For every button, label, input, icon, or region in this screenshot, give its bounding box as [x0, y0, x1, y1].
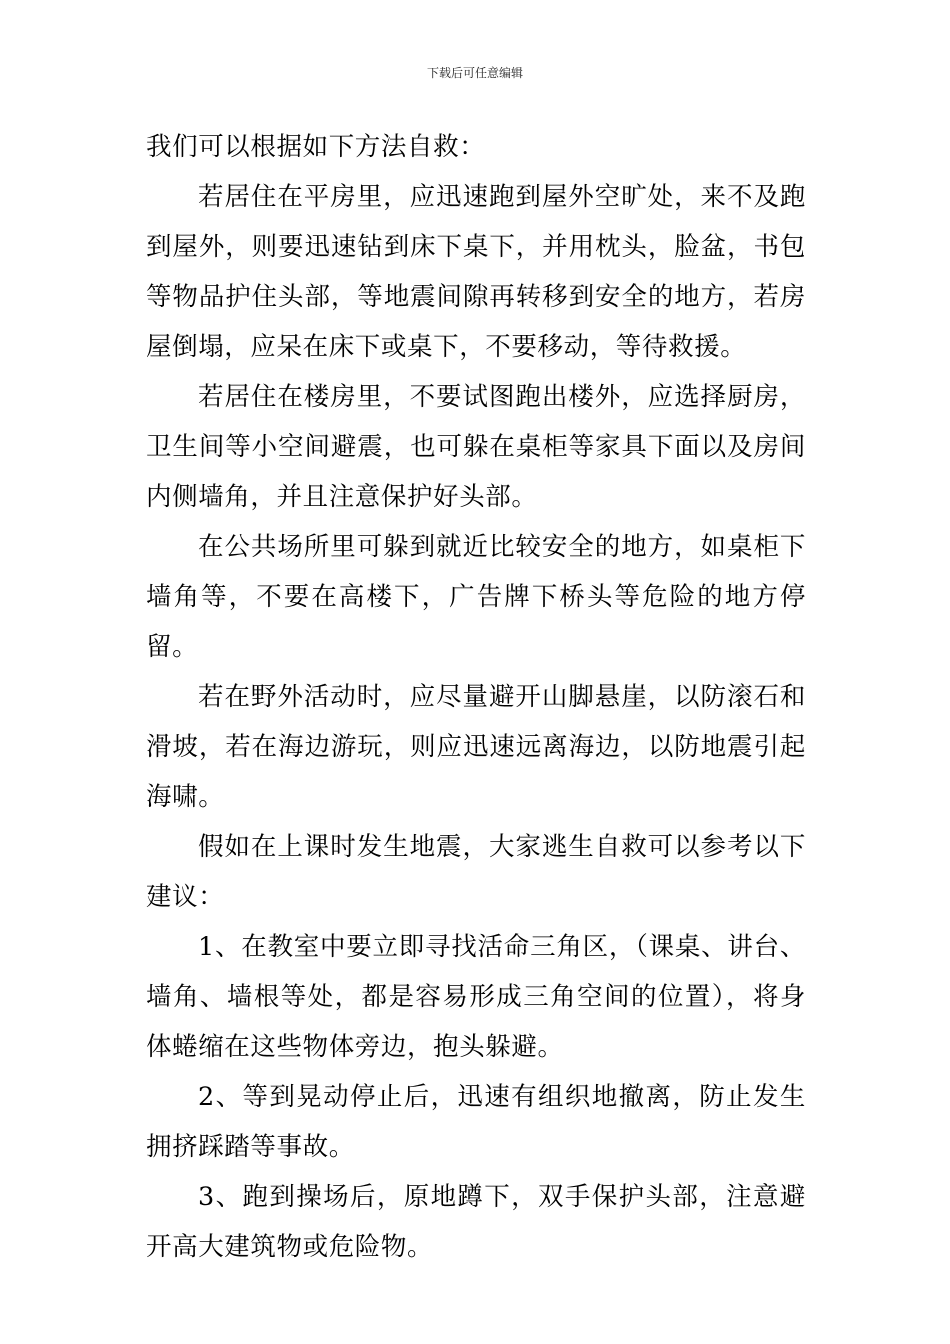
paragraph-intro: 我们可以根据如下方法自救：	[146, 132, 486, 162]
paragraph-building: 若居住在楼房里，不要试图跑出楼外，应选择厨房，卫生间等小空间避震，也可躲在桌柜等家具下面以及房间内侧墙角，并且注意保护好头部。	[146, 382, 806, 512]
document-body	[146, 122, 806, 1272]
paragraph-outdoors: 若在野外活动时，应尽量避开山脚悬崖，以防滚石和滑坡，若在海边游玩，则应迅速远离海边，以防地震引起海啸。	[146, 682, 806, 812]
paragraph-step-3: 3、跑到操场后，原地蹲下，双手保护头部，注意避开高大建筑物或危险物。	[146, 1182, 806, 1262]
paragraph-bungalow: 若居住在平房里，应迅速跑到屋外空旷处，来不及跑到屋外，则要迅速钻到床下桌下，并用枕头，脸盆，书包等物品护住头部，等地震间隙再转移到安全的地方，若房屋倒塌，应呆在床下或桌下，不要移动，等待救援。	[146, 182, 806, 362]
paragraph-public-place: 在公共场所里可躲到就近比较安全的地方，如桌柜下墙角等，不要在高楼下，广告牌下桥头等危险的地方停留。	[146, 532, 806, 662]
page-header-note: 下载后可任意编辑	[426, 66, 523, 80]
paragraph-step-2: 2、等到晃动停止后，迅速有组织地撤离，防止发生拥挤踩踏等事故。	[146, 1082, 806, 1162]
paragraph-classroom-intro: 假如在上课时发生地震，大家逃生自救可以参考以下建议：	[146, 832, 806, 912]
paragraph-step-1: 1、在教室中要立即寻找活命三角区，（课桌、讲台、墙角、墙根等处，都是容易形成三角空间的位置），将身体蜷缩在这些物体旁边，抱头躲避。	[146, 932, 806, 1062]
